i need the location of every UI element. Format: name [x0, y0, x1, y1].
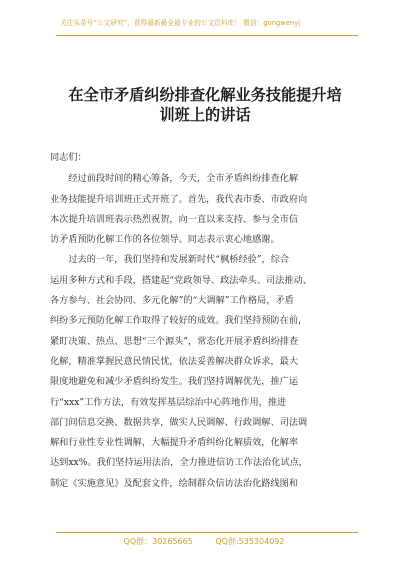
body-line: 紧盯决策、热点、思想“三个源头”，常态化开展矛盾纠纷排查	[50, 335, 299, 347]
body-line: 制定《实施意见》及配套文件，绘制群众信访法治化路线图和	[50, 477, 299, 489]
footer-divider	[56, 532, 358, 533]
document-body	[50, 148, 360, 494]
footer-qq-group-1: QQ群：30265665	[123, 537, 193, 546]
body-line: 运用多种方式和手段，搭建起“党政领导、政法牵头、司法推动、	[50, 274, 312, 286]
title-line-1: 在全市矛盾纠纷排查化解业务技能提升培	[68, 86, 342, 104]
body-line: 化解，精准掌握民意民情民忧，依法妥善解决群众诉求，最大	[50, 355, 299, 367]
body-line: 行“xxx”工作方法，有效发挥基层综治中心阵地作用，推进	[50, 396, 287, 408]
body-line: 过去的一年，我们坚持和发展新时代“枫桥经验”，综合	[50, 254, 290, 266]
title-line-2: 训班上的讲话	[159, 106, 251, 124]
salutation: 同志们：	[50, 152, 87, 163]
header-divider	[56, 35, 358, 36]
body-line: 纠纷多元预防化解工作取得了较好的成效。我们坚持预防在前，	[50, 315, 308, 327]
document-title	[55, 85, 355, 125]
body-line: 各方参与、社会协同、多元化解”的“大调解”工作格局，矛盾	[50, 295, 294, 307]
body-line: 业务技能提升培训班正式开班了。首先，我代表市委、市政府向	[50, 193, 308, 205]
body-line: 经过前段时间的精心筹备，今天，全市矛盾纠纷排查化解	[50, 173, 299, 185]
body-line: 解和行业性专业性调解，大幅提升矛盾纠纷化解质效，化解率	[50, 437, 299, 449]
footer-qq-group-2: QQ群:535304092	[215, 537, 285, 546]
body-line: 访矛盾预防化解工作的各位领导、同志表示衷心地感谢。	[50, 234, 280, 246]
header-banner: 关注头条号“公文研究”，获得最新最全最专业的公文资料库！ 微信：gongwenyj	[60, 19, 301, 27]
body-line: 本次提升培训班表示热烈祝贺，向一直以来支持、参与全市信	[50, 213, 299, 225]
body-line: 部门间信息交换、数据共享，做实人民调解、行政调解、司法调	[50, 416, 308, 428]
body-line: 达到xx%。我们坚持运用法治，全力推进信访工作法治化试点，	[50, 457, 308, 469]
body-line: 限度地避免和减少矛盾纠纷发生。我们坚持调解优先，推广运	[50, 376, 299, 388]
footer	[0, 536, 408, 548]
